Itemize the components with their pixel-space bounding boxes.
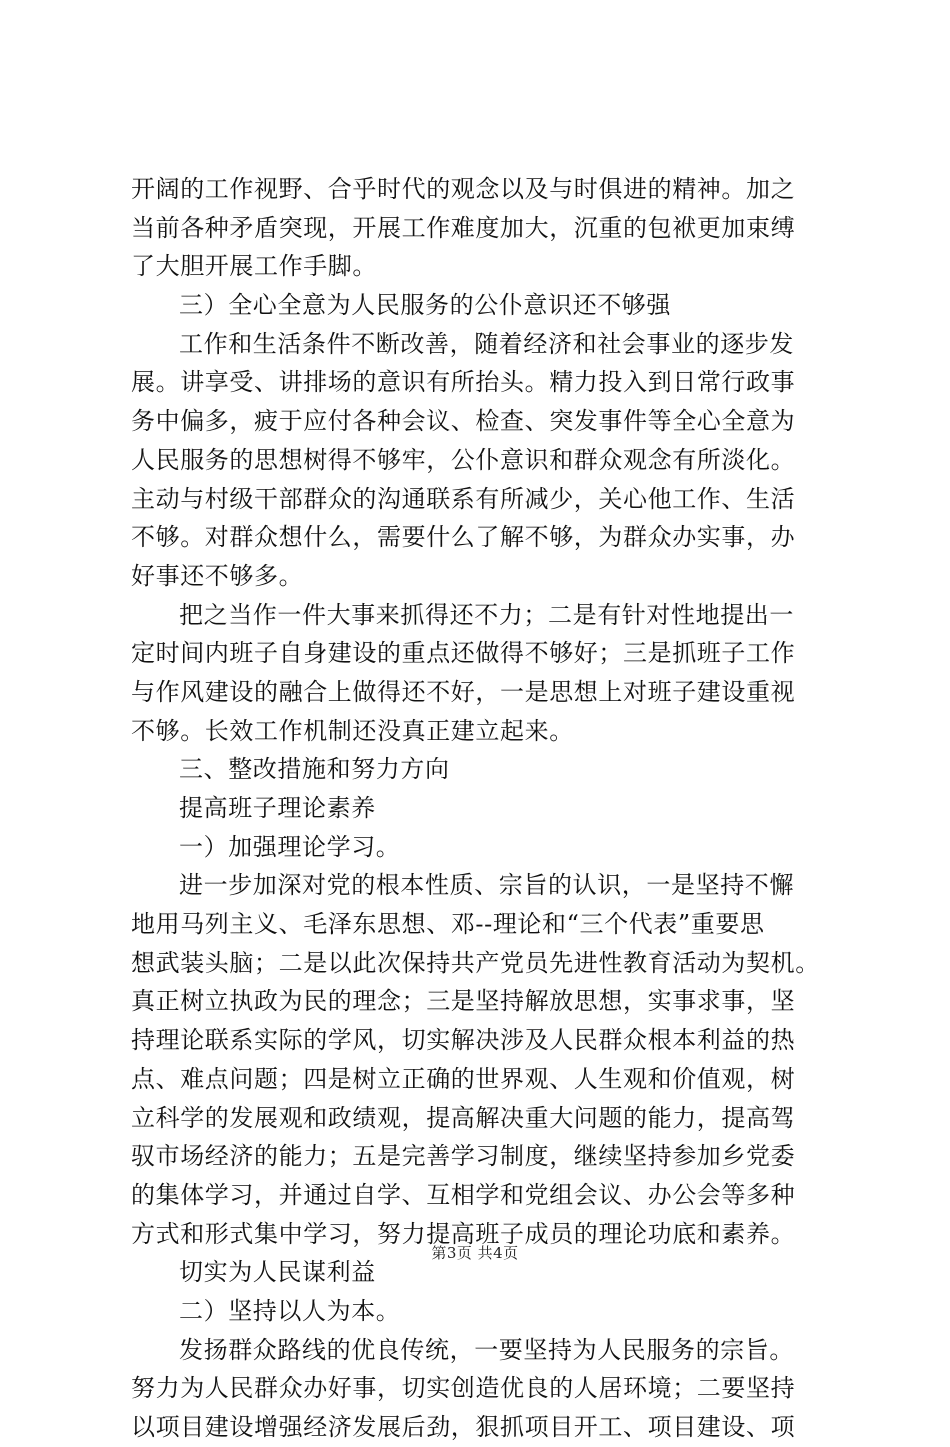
text-line: 不够。长效工作机制还没真正建立起来。 (131, 716, 574, 745)
text-line: 想武装头脑；二是以此次保持共产党员先进性教育活动为契机。 (131, 948, 820, 977)
text-line: 主动与村级干部群众的沟通联系有所减少，关心他工作、生活 (131, 484, 796, 513)
text-line: 三、整改措施和努力方向 (179, 755, 450, 784)
text-line: 真正树立执政为民的理念；三是坚持解放思想，实事求事，坚 (131, 987, 796, 1016)
text-line: 点、难点问题；四是树立正确的世界观、人生观和价值观，树 (131, 1064, 796, 1093)
page-footer: 第3页 共4页 (431, 1244, 519, 1262)
text-line: 展。讲享受、讲排场的意识有所抬头。精力投入到日常行政事 (131, 368, 796, 397)
text-line: 努力为人民群众办好事，切实创造优良的人居环境；二要坚持 (131, 1374, 796, 1403)
text-line: 开阔的工作视野、合乎时代的观念以及与时俱进的精神。加之 (131, 175, 796, 203)
text-line: 了大胆开展工作手脚。 (131, 252, 377, 281)
text-line: 一）加强理论学习。 (179, 832, 401, 861)
text-line: 地用马列主义、毛泽东思想、邓--理论和“三个代表”重要思 (131, 910, 765, 939)
text-line: 方式和形式集中学习，努力提高班子成员的理论功底和素养。 (131, 1219, 796, 1248)
text-line: 把之当作一件大事来抓得还不力；二是有针对性地提出一 (179, 600, 794, 629)
text-line: 以项目建设增强经济发展后劲，狠抓项目开工、项目建设、项 (131, 1413, 796, 1441)
text-line: 与作风建设的融合上做得还不好，一是思想上对班子建设重视 (131, 677, 796, 706)
text-line: 定时间内班子自身建设的重点还做得不够好；三是抓班子工作 (131, 639, 796, 668)
text-line: 立科学的发展观和政绩观，提高解决重大问题的能力，提高驾 (131, 1103, 796, 1132)
text-line: 不够。对群众想什么，需要什么了解不够，为群众办实事，办 (131, 523, 796, 552)
text-line: 发扬群众路线的优良传统，一要坚持为人民服务的宗旨。 (179, 1335, 794, 1364)
text-line: 的集体学习，并通过自学、互相学和党组会议、办公会等多种 (131, 1180, 796, 1209)
text-line: 切实为人民谋利益 (179, 1258, 376, 1287)
text-line: 驭市场经济的能力；五是完善学习制度，继续坚持参加乡党委 (131, 1142, 796, 1171)
text-line: 二）坚持以人为本。 (179, 1296, 401, 1325)
text-line: 好事还不够多。 (131, 561, 304, 590)
text-line: 务中偏多，疲于应付各种会议、检查、突发事件等全心全意为 (131, 407, 796, 436)
text-line: 三）全心全意为人民服务的公仆意识还不够强 (179, 291, 671, 320)
text-line: 持理论联系实际的学风，切实解决涉及人民群众根本利益的热 (131, 1026, 796, 1055)
text-line: 当前各种矛盾突现，开展工作难度加大，沉重的包袱更加束缚 (131, 213, 796, 242)
text-line: 人民服务的思想树得不够牢，公仆意识和群众观念有所淡化。 (131, 445, 796, 474)
text-line: 进一步加深对党的根本性质、宗旨的认识，一是坚持不懈 (179, 871, 794, 900)
text-line: 工作和生活条件不断改善，随着经济和社会事业的逐步发 (179, 329, 794, 358)
text-line: 提高班子理论素养 (179, 794, 376, 822)
